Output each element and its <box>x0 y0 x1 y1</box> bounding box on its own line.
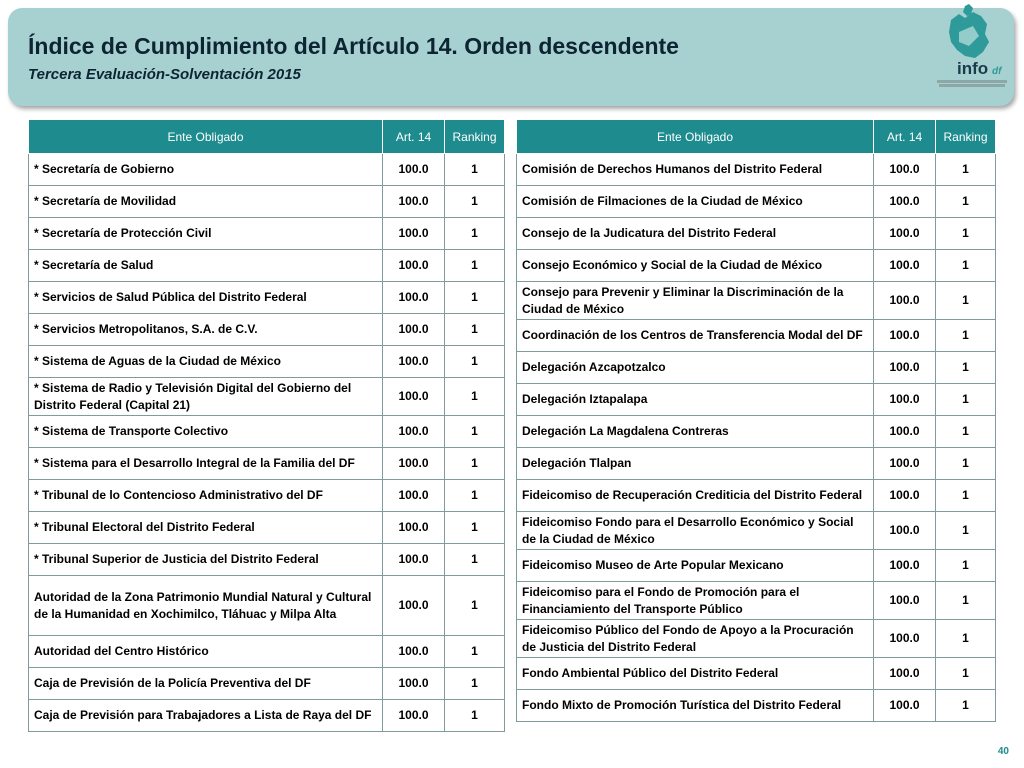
title-banner <box>8 8 1014 106</box>
table-row <box>29 448 505 480</box>
ranking-cell: 1 <box>936 282 996 320</box>
art14-cell: 100.0 <box>383 346 445 378</box>
entity-cell: Consejo para Prevenir y Eliminar la Discriminación de la Ciudad de México <box>517 282 874 320</box>
table-row <box>517 186 996 218</box>
ranking-cell: 1 <box>936 154 996 186</box>
ranking-cell: 1 <box>936 690 996 722</box>
column-header-entity: Ente Obligado <box>29 120 383 154</box>
entity-cell: Fideicomiso Fondo para el Desarrollo Económico y Social de la Ciudad de México <box>517 512 874 550</box>
ranking-cell: 1 <box>445 700 505 732</box>
ranking-cell: 1 <box>445 218 505 250</box>
ranking-cell: 1 <box>445 416 505 448</box>
ranking-cell: 1 <box>936 512 996 550</box>
table-row <box>517 416 996 448</box>
entity-cell: * Secretaría de Movilidad <box>29 186 383 218</box>
table-row <box>517 480 996 512</box>
entity-cell: Delegación Azcapotzalco <box>517 352 874 384</box>
table-row <box>517 512 996 550</box>
ranking-cell: 1 <box>936 250 996 282</box>
art14-cell: 100.0 <box>874 320 936 352</box>
table-row <box>29 512 505 544</box>
entity-cell: * Sistema de Radio y Televisión Digital del Gobierno del Distrito Federal (Capital 21) <box>29 378 383 416</box>
entity-cell: Delegación Iztapalapa <box>517 384 874 416</box>
entity-cell: Fideicomiso Museo de Arte Popular Mexicano <box>517 550 874 582</box>
table-row <box>517 448 996 480</box>
ranking-cell: 1 <box>936 582 996 620</box>
entity-cell: Fideicomiso para el Fondo de Promoción para el Financiamiento del Transporte Público <box>517 582 874 620</box>
art14-cell: 100.0 <box>383 186 445 218</box>
ranking-cell: 1 <box>445 512 505 544</box>
entity-cell: * Tribunal Superior de Justicia del Distrito Federal <box>29 544 383 576</box>
page-title: Índice de Cumplimiento del Artículo 14. Orden descendente <box>28 33 679 59</box>
art14-cell: 100.0 <box>874 186 936 218</box>
art14-cell: 100.0 <box>383 576 445 636</box>
table-row <box>29 576 505 636</box>
table-row <box>517 154 996 186</box>
ranking-cell: 1 <box>936 658 996 690</box>
entity-cell: * Secretaría de Protección Civil <box>29 218 383 250</box>
ranking-cell: 1 <box>445 576 505 636</box>
table-row <box>29 544 505 576</box>
entity-cell: Consejo de la Judicatura del Distrito Federal <box>517 218 874 250</box>
entity-cell: * Tribunal Electoral del Distrito Federal <box>29 512 383 544</box>
logo-suffix: df <box>992 66 1002 77</box>
art14-cell: 100.0 <box>383 636 445 668</box>
ranking-cell: 1 <box>445 544 505 576</box>
ranking-cell: 1 <box>445 282 505 314</box>
ranking-cell: 1 <box>936 218 996 250</box>
ranking-cell: 1 <box>936 186 996 218</box>
ranking-cell: 1 <box>445 186 505 218</box>
table-row <box>517 282 996 320</box>
infodf-logo <box>929 2 1015 106</box>
art14-cell: 100.0 <box>874 658 936 690</box>
logo-fine-print <box>929 80 1015 87</box>
ranking-cell: 1 <box>445 636 505 668</box>
page-number: 40 <box>997 746 1009 757</box>
table-row <box>29 314 505 346</box>
compliance-table-right <box>516 119 996 722</box>
art14-cell: 100.0 <box>383 512 445 544</box>
ranking-cell: 1 <box>445 346 505 378</box>
entity-cell: Autoridad de la Zona Patrimonio Mundial Natural y Cultural de la Humanidad en Xochimilco, Tláhuac y Milpa Alta <box>29 576 383 636</box>
art14-cell: 100.0 <box>874 282 936 320</box>
entity-cell: Fondo Mixto de Promoción Turística del Distrito Federal <box>517 690 874 722</box>
entity-cell: Caja de Previsión para Trabajadores a Lista de Raya del DF <box>29 700 383 732</box>
ranking-cell: 1 <box>445 448 505 480</box>
entity-cell: Coordinación de los Centros de Transferencia Modal del DF <box>517 320 874 352</box>
entity-cell: * Servicios Metropolitanos, S.A. de C.V. <box>29 314 383 346</box>
ranking-cell: 1 <box>445 314 505 346</box>
art14-cell: 100.0 <box>874 582 936 620</box>
art14-cell: 100.0 <box>383 154 445 186</box>
table-row <box>517 352 996 384</box>
table-row <box>517 582 996 620</box>
table-row <box>517 320 996 352</box>
table-row <box>517 384 996 416</box>
art14-cell: 100.0 <box>874 480 936 512</box>
art14-cell: 100.0 <box>874 384 936 416</box>
ranking-cell: 1 <box>445 668 505 700</box>
entity-cell: Comisión de Filmaciones de la Ciudad de México <box>517 186 874 218</box>
table-row <box>29 250 505 282</box>
column-header-ranking: Ranking <box>936 120 996 154</box>
table-row <box>29 346 505 378</box>
entity-cell: Consejo Económico y Social de la Ciudad de México <box>517 250 874 282</box>
page-subtitle: Tercera Evaluación-Solventación 2015 <box>28 66 301 83</box>
entity-cell: Caja de Previsión de la Policía Preventiva del DF <box>29 668 383 700</box>
entity-cell: * Servicios de Salud Pública del Distrito Federal <box>29 282 383 314</box>
art14-cell: 100.0 <box>383 480 445 512</box>
art14-cell: 100.0 <box>874 550 936 582</box>
art14-cell: 100.0 <box>874 154 936 186</box>
column-header-art14: Art. 14 <box>383 120 445 154</box>
ranking-cell: 1 <box>936 448 996 480</box>
table-row <box>517 550 996 582</box>
art14-cell: 100.0 <box>874 218 936 250</box>
ranking-cell: 1 <box>445 378 505 416</box>
art14-cell: 100.0 <box>383 314 445 346</box>
mexico-city-map-icon <box>929 2 1015 82</box>
table-row <box>29 154 505 186</box>
table-row <box>29 668 505 700</box>
table-row <box>517 218 996 250</box>
ranking-cell: 1 <box>936 384 996 416</box>
art14-cell: 100.0 <box>383 218 445 250</box>
entity-cell: * Secretaría de Salud <box>29 250 383 282</box>
art14-cell: 100.0 <box>383 282 445 314</box>
logo-wordmark: info <box>957 59 989 78</box>
table-row <box>517 620 996 658</box>
column-header-ranking: Ranking <box>445 120 505 154</box>
table-row <box>29 186 505 218</box>
ranking-cell: 1 <box>445 480 505 512</box>
entity-cell: Fideicomiso Público del Fondo de Apoyo a la Procuración de Justicia del Distrito Federal <box>517 620 874 658</box>
art14-cell: 100.0 <box>383 544 445 576</box>
ranking-cell: 1 <box>936 320 996 352</box>
entity-cell: * Tribunal de lo Contencioso Administrativo del DF <box>29 480 383 512</box>
entity-cell: * Sistema de Aguas de la Ciudad de México <box>29 346 383 378</box>
ranking-cell: 1 <box>936 352 996 384</box>
column-header-art14: Art. 14 <box>874 120 936 154</box>
table-row <box>29 282 505 314</box>
art14-cell: 100.0 <box>383 448 445 480</box>
art14-cell: 100.0 <box>874 690 936 722</box>
art14-cell: 100.0 <box>874 512 936 550</box>
ranking-cell: 1 <box>445 154 505 186</box>
entity-cell: Fondo Ambiental Público del Distrito Federal <box>517 658 874 690</box>
ranking-cell: 1 <box>936 550 996 582</box>
table-row <box>29 636 505 668</box>
art14-cell: 100.0 <box>383 250 445 282</box>
art14-cell: 100.0 <box>383 668 445 700</box>
table-row <box>29 378 505 416</box>
entity-cell: Delegación La Magdalena Contreras <box>517 416 874 448</box>
entity-cell: Comisión de Derechos Humanos del Distrito Federal <box>517 154 874 186</box>
entity-cell: * Secretaría de Gobierno <box>29 154 383 186</box>
compliance-table-left <box>28 119 505 732</box>
art14-cell: 100.0 <box>874 352 936 384</box>
table-row <box>29 480 505 512</box>
art14-cell: 100.0 <box>874 620 936 658</box>
art14-cell: 100.0 <box>874 448 936 480</box>
art14-cell: 100.0 <box>383 700 445 732</box>
art14-cell: 100.0 <box>383 378 445 416</box>
entity-cell: Autoridad del Centro Histórico <box>29 636 383 668</box>
entity-cell: Fideicomiso de Recuperación Crediticia del Distrito Federal <box>517 480 874 512</box>
table-row <box>517 250 996 282</box>
ranking-cell: 1 <box>936 416 996 448</box>
table-row <box>517 658 996 690</box>
art14-cell: 100.0 <box>874 250 936 282</box>
ranking-cell: 1 <box>936 620 996 658</box>
entity-cell: * Sistema para el Desarrollo Integral de la Familia del DF <box>29 448 383 480</box>
column-header-entity: Ente Obligado <box>517 120 874 154</box>
entity-cell: * Sistema de Transporte Colectivo <box>29 416 383 448</box>
ranking-cell: 1 <box>445 250 505 282</box>
art14-cell: 100.0 <box>874 416 936 448</box>
table-row <box>517 690 996 722</box>
table-row <box>29 700 505 732</box>
ranking-cell: 1 <box>936 480 996 512</box>
entity-cell: Delegación Tlalpan <box>517 448 874 480</box>
table-row <box>29 218 505 250</box>
table-row <box>29 416 505 448</box>
art14-cell: 100.0 <box>383 416 445 448</box>
